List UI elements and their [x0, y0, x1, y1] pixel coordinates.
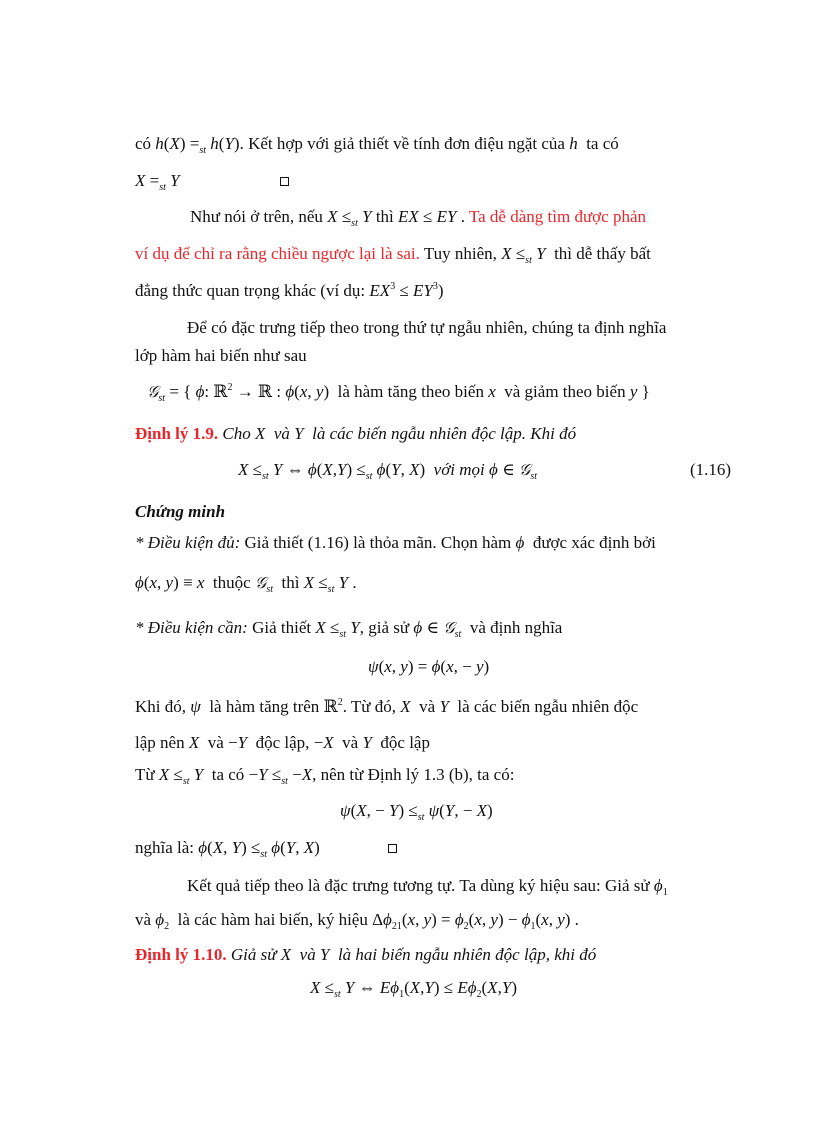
text: Kết quả tiếp theo là đặc trưng tương tự. Ta dùng ký hiệu sau: Giả sử [187, 876, 650, 895]
text: Khi đó, [135, 697, 186, 716]
red-text: ví dụ để chỉ ra rằng chiều ngược lại là sai. [135, 244, 420, 263]
text-line-16: Khi đó, ψ là hàm tăng trên ℝ$^2$. Từ đó, X và Y là các biến ngẫu nhiên độc [135, 697, 639, 716]
text: . Từ đó, [342, 697, 396, 716]
text: thì [375, 207, 394, 226]
text-line-6 [187, 318, 666, 338]
text: đẳng thức quan trọng khác (ví dụ: [135, 281, 366, 300]
text-line-4: ví dụ để chỉ ra rằng chiều ngược lại là sai. Tuy nhiên, $X \le_{st}$ Y thì dễ thấy bất [135, 244, 651, 266]
text: và giảm theo biến [504, 382, 626, 401]
text: thì [281, 573, 300, 592]
text: lập nên [135, 733, 185, 752]
text: * Điều kiện đủ: [135, 533, 241, 552]
text: ta có [586, 134, 619, 153]
text-line-13: ϕ(x, y) ≡ x thuộc 𝒢$_{st}$ thì $X \le_{st}$ Y . [135, 573, 357, 595]
text: thuộc [212, 573, 251, 592]
text-line-14: * Điều kiện cần: Giả thiết $X \le_{st}$ Y, giả sử ϕ ∈ 𝒢$_{st}$ và định nghĩa [135, 618, 563, 640]
text: nghĩa là: [135, 838, 195, 857]
text-line-7 [135, 346, 307, 366]
equation-number: (1.16) [690, 460, 732, 479]
text-line-17: lập nên X và −Y độc lập, −X và Y độc lập [135, 733, 430, 752]
text-line-18: Từ $X \le_{st}$ Y ta có $-Y \le_{st} -X$, nên từ Định lý 1.3 (b), ta có: [135, 765, 515, 787]
text-line-2: $X =_{st}$ Y [135, 171, 289, 193]
text: và [419, 697, 436, 716]
text: . Kết hợp với giả thiết về tính đơn điệu ngặt của [239, 134, 565, 153]
text: Như nói ở trên, nếu [190, 207, 323, 226]
text: Giả sử [230, 945, 277, 964]
text: ta có [211, 765, 245, 784]
equation-1-16: $X \le_{st}$ Y ⇔ $\phi(X,Y) \le_{st}$ ϕ(Y, X) với mọi ϕ ∈ 𝒢$_{st}$ [238, 460, 537, 482]
text: và [207, 733, 224, 752]
text: và [342, 733, 359, 752]
text: Giả thiết [252, 618, 312, 637]
text: độc lập [380, 733, 430, 752]
theorem-1-9: Định lý 1.9. Cho X và Y là các biến ngẫu nhiên độc lập. Khi đó [135, 424, 577, 443]
text-line-22: và $\phi_2$ là các hàm hai biến, ký hiệu $\Delta\phi_{21}(x$, $y) = \phi_2(x$, $y) - \phi_1(x$, y) . [135, 910, 579, 932]
text-line-1: có $h(X) =_{st}$ h(Y). Kết hợp với giả thiết về tính đơn điệu ngặt của h ta có [135, 134, 619, 156]
text: và [135, 910, 152, 929]
text: lớp hàm hai biến như sau [135, 346, 307, 365]
text: Giả thiết (1.16) là thỏa mãn. Chọn hàm [244, 533, 512, 552]
text-line-3: Như nói ở trên, nếu $X \le_{st}$ Y thì EX ≤ EY . Ta dễ dàng tìm được phản [190, 207, 646, 229]
text: là hàm tăng trên [209, 697, 320, 716]
text: được xác định bởi [532, 533, 656, 552]
text: thì dễ thấy bất [554, 244, 651, 263]
equation-1-10: $X \le_{st}$ Y ⇔ $E\phi_1(X,Y) \le E\phi_2(X,Y)$ [310, 978, 517, 1000]
text: Cho [222, 424, 251, 443]
text-line-12: * Điều kiện đủ: Giả thiết (1.16) là thỏa mãn. Chọn hàm ϕ được xác định bởi [135, 533, 656, 552]
text: có [135, 134, 152, 153]
text: và [273, 424, 290, 443]
theorem-label: Định lý 1.9. [135, 424, 219, 443]
text: là các hàm hai biến, ký hiệu [177, 910, 368, 929]
psi-inequality: ψ(X, − $Y) \le_{st}$ ψ(Y, − X) [340, 801, 493, 823]
text: , nên từ Định lý 1.3 (b), ta có: [312, 765, 515, 784]
text: Chứng minh [135, 502, 226, 521]
qed-square-icon [388, 844, 397, 853]
text: , giả sử [359, 618, 410, 637]
text: là các biến ngẫu nhiên độc lập. Khi đó [312, 424, 577, 443]
text-line-21: Kết quả tiếp theo là đặc trưng tương tự. Ta dùng ký hiệu sau: Giả sử $\phi_1$ [187, 876, 668, 898]
red-text: Ta dễ dàng tìm được phản [468, 207, 646, 226]
text: với mọi [433, 460, 485, 479]
text: Tuy nhiên, [423, 244, 497, 263]
text: và [299, 945, 316, 964]
text-line-20: nghĩa là: ϕ(X, $Y) \le_{st}$ ϕ(Y, X) [135, 838, 397, 860]
text: là hai biến ngẫu nhiên độc lập, khi đó [337, 945, 597, 964]
text-line-5: đẳng thức quan trọng khác (ví dụ: $EX^3 \le EY^3$) [135, 281, 444, 300]
proof-title [135, 502, 225, 522]
text: Để có đặc trưng tiếp theo trong thứ tự ngẫu nhiên, chúng ta định nghĩa [187, 318, 667, 337]
qed-square-icon [280, 177, 289, 186]
psi-definition: ψ(x, y) = ϕ(x, − y) [368, 657, 490, 676]
text: * Điều kiện cần: [135, 618, 248, 637]
text: là các biến ngẫu nhiên độc [457, 697, 639, 716]
text: là hàm tăng theo biến [337, 382, 484, 401]
text: và định nghĩa [469, 618, 563, 637]
theorem-1-10: Định lý 1.10. Giả sử X và Y là hai biến ngẫu nhiên độc lập, khi đó [135, 945, 597, 964]
definition-line: 𝒢$_{st}$ = { ϕ: ℝ$^2$ → ℝ : ϕ(x, y) là hàm tăng theo biến x và giảm theo biến y } [147, 382, 650, 404]
theorem-label: Định lý 1.10. [135, 945, 227, 964]
text: độc lập, [255, 733, 310, 752]
text: Từ [135, 765, 155, 784]
